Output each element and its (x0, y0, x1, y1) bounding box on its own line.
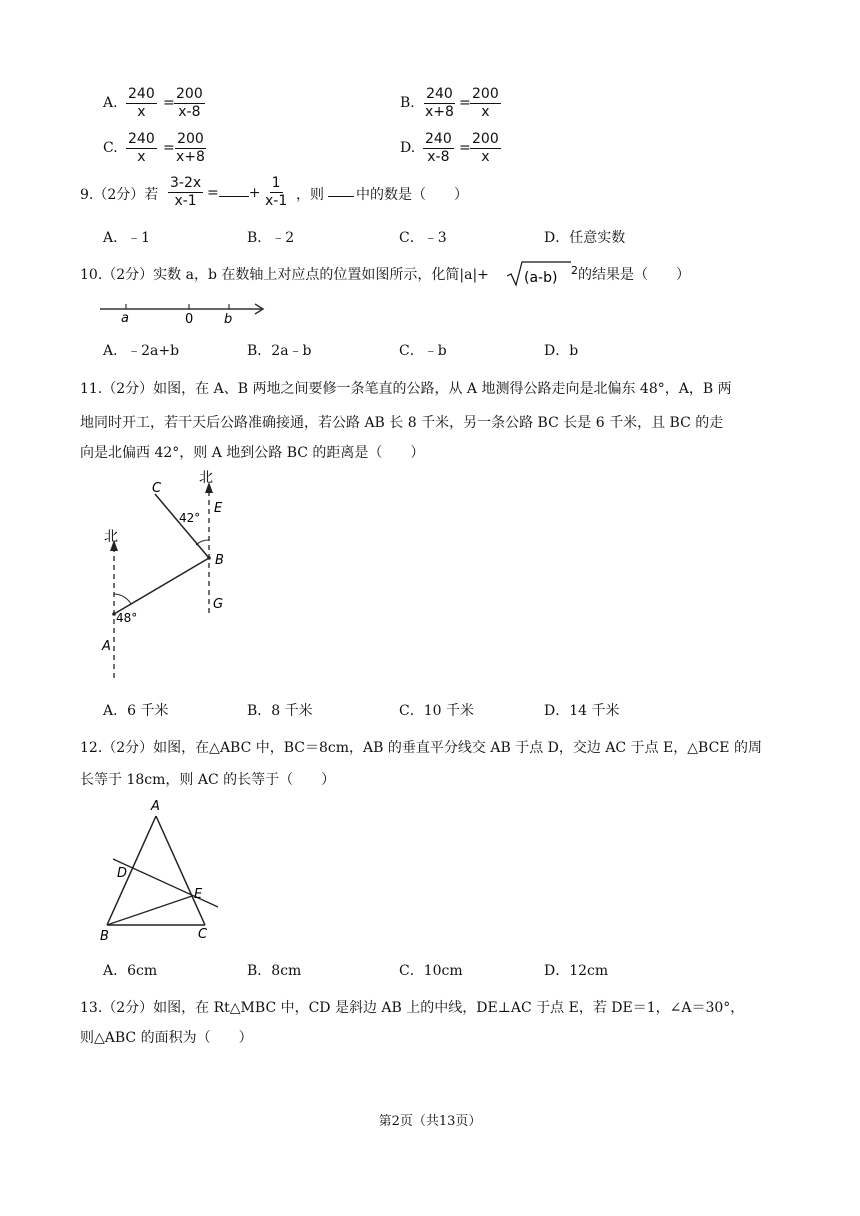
equals-sign: = (459, 95, 471, 111)
point-d-label: D (117, 866, 128, 881)
fraction: $\frac{240}{x-8}$ (425, 131, 452, 165)
point-g-label: G (213, 597, 224, 612)
question-prefix: 9.（2分）若 (80, 187, 159, 203)
option-label: D. (400, 140, 416, 156)
option-d: D．b (544, 343, 579, 359)
point-b-label: B (100, 929, 109, 944)
question-middle: ，则 (296, 187, 324, 203)
option-label: C. (103, 140, 118, 156)
question-suffix: 中的数是（ ） (356, 187, 468, 203)
option-label: B. (400, 95, 415, 111)
option-b: B．8 千米 (247, 703, 313, 719)
point-a-label: A (151, 799, 160, 814)
option-b: B．2a﹣b (247, 343, 312, 359)
question-line-1: 13.（2分）如图，在 Rt△MBC 中，CD 是斜边 AB 上的中线，DE⊥AC 于点 E，若 DE＝1，∠A＝30°， (80, 1000, 745, 1016)
question-line-1: 12.（2分）如图，在△ABC 中，BC＝8cm，AB 的垂直平分线交 AB 于点 D，交边 AC 于点 E，△BCE 的周 (80, 740, 762, 756)
number-line (98, 298, 270, 328)
direction-diagram (95, 468, 245, 683)
option-a: A．﹣2a+b (103, 343, 180, 359)
fraction: $\frac{240}{x}$ (128, 131, 155, 165)
question-text: 10.（2分）实数 a，b 在数轴上对应点的位置如图所示，化简|a|+ (80, 267, 489, 283)
north-label: 北 (199, 470, 213, 486)
point-c-label: C (198, 927, 208, 942)
page-footer: 第2页（共13页） (378, 1114, 482, 1129)
fraction: $\frac{200}{x+8}$ (176, 131, 205, 165)
option-c: C．10 千米 (399, 703, 474, 719)
blank (328, 184, 354, 201)
exponent: 2 (571, 264, 578, 277)
option-d: D．12cm (544, 963, 609, 979)
option-a: A．6cm (103, 963, 158, 979)
equals-sign: = (459, 140, 471, 156)
fraction: $\frac{200}{x-8}$ (176, 86, 203, 120)
equals-blank: = + (207, 185, 261, 201)
fraction: $\frac{240}{x+8}$ (425, 86, 454, 120)
radicand: (a-b) (524, 270, 558, 286)
question-line-3: 向是北偏西 42°，则 A 地到公路 BC 的距离是（ ） (80, 445, 425, 461)
option-d: D．14 千米 (544, 703, 620, 719)
option-label: A. (103, 95, 118, 111)
question-suffix: 的结果是（ ） (578, 267, 690, 283)
origin-label: 0 (185, 312, 194, 327)
option-a: A．6 千米 (103, 703, 169, 719)
point-b-label: B (215, 553, 224, 568)
question-line-1: 11.（2分）如图，在 A、B 两地之间要修一条笔直的公路，从 A 地测得公路走向是北偏东 48°，A，B 两 (80, 381, 732, 397)
question-line-2: 长等于 18cm，则 AC 的长等于（ ） (80, 772, 336, 788)
fraction: $\frac{3-2x}{x-1}$ (170, 175, 202, 209)
triangle-diagram (98, 795, 223, 945)
angle-label: 48° (116, 611, 138, 625)
option-c: C．﹣b (399, 343, 447, 359)
option-a: A．﹣1 (103, 230, 151, 246)
point-a-label: A (102, 639, 111, 654)
fraction: $\frac{200}{x}$ (472, 131, 499, 165)
option-b: B．8cm (247, 963, 302, 979)
fraction: $\frac{200}{x}$ (472, 86, 499, 120)
angle-label: 42° (179, 511, 201, 525)
fraction: $\frac{240}{x}$ (128, 86, 155, 120)
option-d: D．任意实数 (544, 230, 626, 246)
option-c: C．﹣3 (399, 230, 447, 246)
option-b: B．﹣2 (247, 230, 295, 246)
equals-sign: = (163, 95, 175, 111)
equals-sign: = (163, 140, 175, 156)
question-line-2: 地同时开工，若干天后公路准确接通，若公路 AB 长 8 千米，另一条公路 BC 长是 6 千米，且 BC 的走 (80, 415, 724, 431)
sqrt-expression (505, 258, 578, 288)
option-c: C．10cm (399, 963, 463, 979)
point-e-label: E (194, 887, 203, 902)
question-line-2: 则△ABC 的面积为（ ） (80, 1030, 253, 1046)
point-b-label: b (224, 312, 233, 327)
point-a-label: a (121, 311, 129, 326)
fraction: $\frac{1}{x-1}$ (265, 175, 288, 209)
point-c-label: C (152, 481, 162, 496)
north-label: 北 (104, 529, 118, 545)
point-e-label: E (214, 501, 223, 516)
